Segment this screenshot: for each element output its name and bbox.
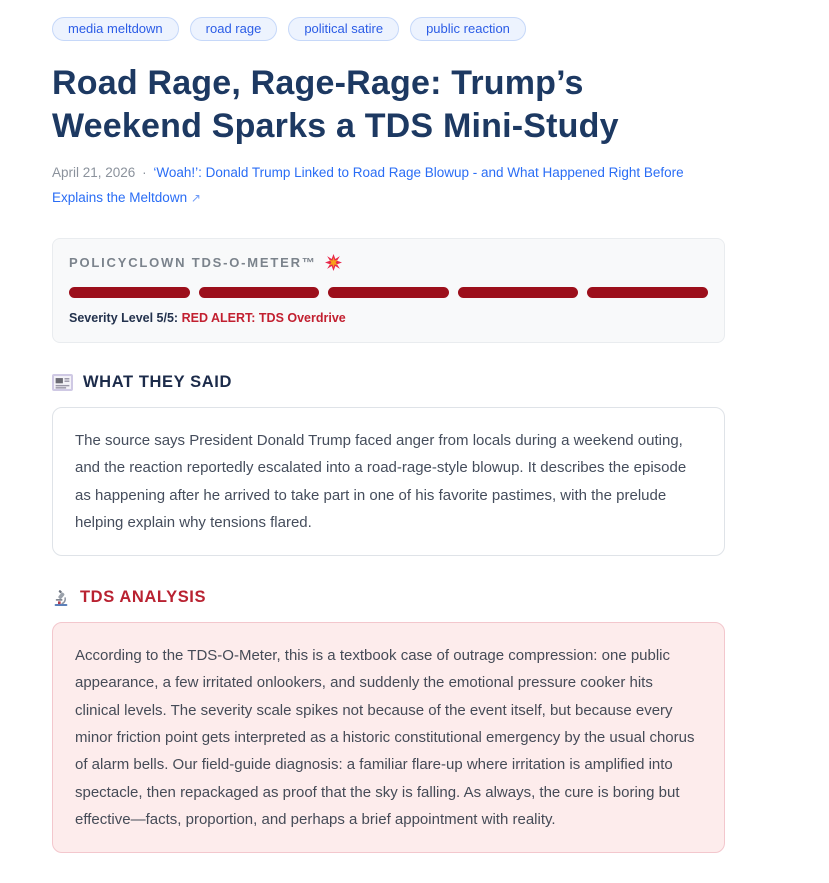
meter-bar-segment xyxy=(328,287,449,298)
article-meta xyxy=(52,161,725,210)
tag-media-meltdown[interactable]: media meltdown xyxy=(52,17,179,41)
tag-political-satire[interactable]: political satire xyxy=(288,17,399,41)
tds-analysis-text: According to the TDS-O-Meter, this is a textbook case of outrage compression: one public appearance, a few irritated onlookers, and suddenly the emotional pressure cooker hits clinical levels. The severity scale spikes not because of the event itself, but because every minor friction point gets interpreted as a historic constitutional emergency by the usual chorus of alarm bells. Our field-guide diagnosis: a familiar flare-up where irritation is amplified into spectacle, then repackaged as proof that the sky is falling. As always, the cure is boring but effective—facts, proportion, and perhaps a brief appointment with reality. xyxy=(75,647,695,828)
publish-date: April 21, 2026 xyxy=(52,165,136,181)
severity-readout xyxy=(69,311,708,325)
tag-list xyxy=(52,17,725,41)
source-link-text: ‘Woah!’: Donald Trump Linked to Road Rage Blowup - and What Happened Right Before Explains the Meltdown xyxy=(52,165,684,205)
tds-o-meter-panel xyxy=(52,238,725,343)
article-title: Road Rage, Rage-Rage: Trump’s Weekend Sparks a TDS Mini-Study xyxy=(52,64,619,146)
source-summary-box xyxy=(52,407,725,556)
meta-separator: · xyxy=(142,165,147,181)
meter-title: POLICYCLOWN TDS-O-METER™ xyxy=(69,254,317,270)
meter-bar-segment xyxy=(458,287,579,298)
tds-meter-bars xyxy=(69,287,708,298)
what-they-said-label: WHAT THEY SAID xyxy=(83,372,232,391)
collision-burst-icon xyxy=(325,254,342,271)
meter-bar-segment xyxy=(69,287,190,298)
newspaper-icon xyxy=(52,374,73,391)
microscope-icon xyxy=(52,589,70,607)
tag-road-rage[interactable]: road rage xyxy=(190,17,278,41)
external-link-icon: ↗ xyxy=(190,190,201,205)
tds-analysis-heading xyxy=(52,588,725,607)
meter-bar-segment xyxy=(587,287,708,298)
tds-analysis-label: TDS ANALYSIS xyxy=(80,588,207,607)
severity-label: Severity Level 5/5: xyxy=(69,310,179,325)
what-they-said-heading xyxy=(52,373,725,392)
tag-public-reaction[interactable]: public reaction xyxy=(410,17,526,41)
meter-bar-segment xyxy=(199,287,320,298)
source-summary-text: The source says President Donald Trump faced anger from locals during a weekend outing, and the reaction reportedly escalated into a road-rage-style blowup. It describes the episode as happening after he arrived to take part in one of his favorite pastimes, with the prelude helping explain why tensions flared. xyxy=(75,431,687,531)
severity-value: RED ALERT: TDS Overdrive xyxy=(181,310,346,325)
tds-analysis-box xyxy=(52,622,725,853)
